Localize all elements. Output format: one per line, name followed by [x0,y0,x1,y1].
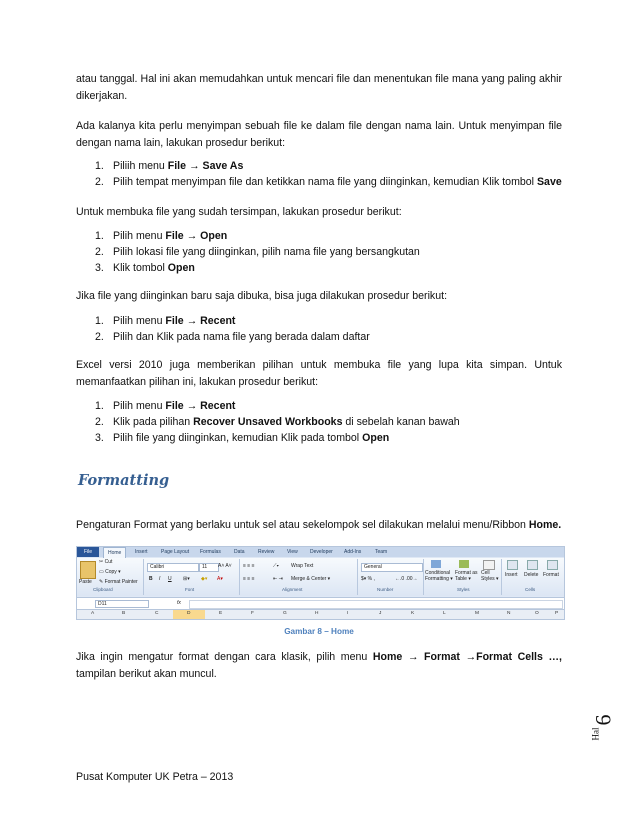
figure-caption: Gambar 8 – Home [284,627,354,636]
page-number-label: Hal [590,727,601,741]
name-box[interactable]: D11 [95,600,149,608]
indent-icon[interactable]: ⇤ ⇥ [273,576,283,582]
ribbon-tools [77,558,564,596]
bold-button[interactable]: B [149,576,153,582]
group-divider [423,559,424,595]
list-item: 2. Pilih dan Klik pada nama file yang berada dalam daftar [95,331,370,343]
group-label-clipboard: Clipboard [93,587,113,592]
excel-home-ribbon-image [76,546,565,620]
column-header[interactable]: A [91,611,95,616]
cell-styles-button[interactable]: Cell Styles ▾ [481,570,499,582]
tab-page-layout[interactable]: Page Layout [161,549,190,555]
decimal-icon[interactable]: ←.0 .00→ [395,576,418,582]
italic-button[interactable]: I [159,576,161,582]
fill-color-icon[interactable]: ◆▾ [201,576,208,582]
column-header[interactable]: I [347,611,349,616]
ribbon-tab-bar [77,547,564,557]
list-item: 2. Pilih tempat menyimpan file dan ketikkan nama file yang diinginkan, kemudian Klik tombol Save [95,176,562,188]
group-divider [239,559,240,595]
font-name-select[interactable]: Calibri [147,563,199,572]
column-header[interactable]: K [411,611,415,616]
insert-cells-icon [507,560,518,570]
recent-steps [95,313,565,345]
format-cells-icon [547,560,558,570]
column-header[interactable]: M [475,611,479,616]
column-header[interactable]: H [315,611,319,616]
tab-review[interactable]: Review [258,549,275,555]
list-item: 3. Klik tombol Open [95,262,195,274]
fx-icon[interactable]: fx [177,600,181,606]
paragraph-save-as-intro: Ada kalanya kita perlu menyimpan sebuah file ke dalam file dengan nama lain. Untuk menyimpan file dengan nama lain, lakukan prosedur berikut: [76,120,562,149]
list-item: 1. Pilih menu File → Recent [95,315,236,327]
page-number-value: 6 [590,714,616,726]
insert-button[interactable]: Insert [505,572,518,578]
page-footer: Pusat Komputer UK Petra – 2013 [76,771,234,783]
paste-icon [80,561,96,579]
list-item: 2. Pilih lokasi file yang diinginkan, pilih nama file yang bersangkutan [95,246,420,258]
group-label-number: Number [377,587,394,592]
cut-button[interactable]: ✂ Cut [99,559,113,565]
open-steps [95,228,565,276]
group-divider [143,559,144,595]
group-label-cells: Cells [525,587,536,592]
save-as-steps [95,158,565,190]
column-header[interactable]: J [379,611,382,616]
align-left-icon[interactable]: ≡ ≡ ≡ [243,576,255,582]
group-divider [357,559,358,595]
scissors-icon: ✂ [99,559,105,565]
formula-input[interactable] [189,600,563,609]
underline-button[interactable]: U [168,576,172,582]
align-top-icon[interactable]: ≡ ≡ ≡ [243,563,255,569]
column-header[interactable]: G [283,611,287,616]
brush-icon: ✎ [99,579,105,585]
group-label-alignment: Alignment [282,587,303,592]
format-as-table-button[interactable]: Format as Table ▾ [455,570,478,582]
group-label-font: Font [185,587,195,592]
list-item: 1. Pilih menu File → Open [95,230,228,242]
delete-button[interactable]: Delete [524,572,539,578]
delete-cells-icon [527,560,538,570]
tab-formulas[interactable]: Formulas [200,549,221,555]
column-header[interactable]: B [122,611,126,616]
tab-view[interactable]: View [287,549,298,555]
paragraph-continuation: atau tanggal. Hal ini akan memudahkan untuk mencari file dan menentukan file mana yang paling akhir dikerjakan. [76,73,562,102]
wrap-text-button[interactable]: Wrap Text [291,563,314,569]
column-header[interactable]: C [155,611,159,616]
column-header[interactable]: N [507,611,511,616]
column-header[interactable]: F [251,611,254,616]
format-painter-button[interactable]: ✎ Format Painter [99,579,138,585]
paragraph-formatting-intro: Pengaturan Format yang berlaku untuk sel atau sekelompok sel dilakukan melalui menu/Ribbon Home. [76,519,562,531]
paste-button[interactable]: Paste [79,579,92,585]
orientation-icon[interactable]: ⟋▾ [273,563,279,569]
tab-developer[interactable]: Developer [310,549,333,555]
format-button[interactable]: Format [543,572,559,578]
grow-font-icon[interactable]: A˄ A˅ [218,563,232,569]
page-number [590,705,625,755]
copy-icon: ▭ [99,569,106,575]
tab-data[interactable]: Data [234,549,245,555]
number-format-select[interactable]: General [361,563,423,572]
paragraph-open-intro: Untuk membuka file yang sudah tersimpan, lakukan prosedur berikut: [76,206,402,218]
paragraph-format-cells: Jika ingin mengatur format dengan cara klasik, pilih menu Home → Format →Format Cells …, tampilan berikut akan muncul. [76,651,562,680]
tab-home[interactable]: Home [103,547,126,558]
copy-button[interactable]: ▭ Copy ▾ [99,569,121,575]
group-divider [501,559,502,595]
paragraph-recover-intro: Excel versi 2010 juga memberikan pilihan untuk membuka file yang lupa kita simpan. Untuk memanfaatkan pilihan ini, lakukan prosedur berikut: [76,359,562,388]
column-header[interactable]: E [219,611,223,616]
currency-icon[interactable]: $▾ % , [361,576,375,582]
tab-file[interactable]: File [77,547,99,557]
paragraph-recent-intro: Jika file yang diinginkan baru saja dibuka, bisa juga dilakukan prosedur berikut: [76,290,448,302]
recover-steps [95,398,565,446]
font-size-select[interactable]: 11 [199,563,219,572]
cell-styles-icon [483,560,495,570]
tab-team[interactable]: Team [375,549,388,555]
column-header-row [77,609,564,620]
list-item: 1. Piliih menu File → Save As [95,160,244,172]
merge-center-button[interactable]: Merge & Center ▾ [291,576,331,582]
conditional-formatting-icon [431,560,441,568]
border-icon[interactable]: ⊞▾ [183,576,190,582]
column-header[interactable]: P [555,611,559,616]
list-item: 3. Pilih file yang diinginkan, kemudian Klik pada tombol Open [95,432,390,444]
column-header[interactable]: L [443,611,446,616]
font-color-icon[interactable]: A▾ [217,576,223,582]
column-header[interactable]: O [535,611,539,616]
formula-bar [77,597,564,609]
list-item: 1. Pilih menu File → Recent [95,400,236,412]
tab-add-ins[interactable]: Add-Ins [344,549,362,555]
format-table-icon [459,560,469,568]
column-header[interactable]: D [187,611,191,616]
group-label-styles: Styles [457,587,470,592]
conditional-formatting-button[interactable]: Conditional Formatting ▾ [425,570,453,582]
section-heading: Formatting [78,472,170,489]
tab-insert[interactable]: Insert [135,549,148,555]
list-item: 2. Klik pada pilihan Recover Unsaved Workbooks di sebelah kanan bawah [95,416,460,428]
